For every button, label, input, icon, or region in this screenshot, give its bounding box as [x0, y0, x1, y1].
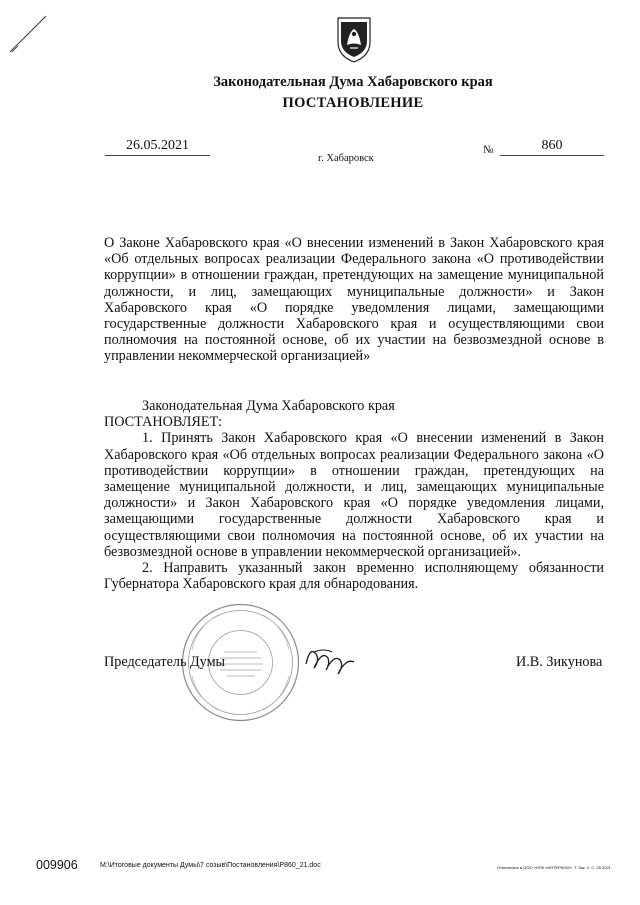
- document-date: 26.05.2021: [105, 138, 210, 156]
- document-type: ПОСТАНОВЛЕНИЕ: [282, 95, 424, 111]
- body-paragraph-2: 2. Направить указанный закон временно исполняющему обязанности Губернатора Хабаровского края для обнародования.: [104, 560, 604, 593]
- organization-title: Законодательная Дума Хабаровского края: [213, 74, 493, 90]
- body-intro-line: Законодательная Дума Хабаровского края: [142, 398, 395, 414]
- document-number: 860: [500, 138, 604, 156]
- chairman-label: Председатель Думы: [104, 654, 226, 670]
- chairman-name: И.В. Зикунова: [516, 654, 603, 670]
- body-paragraph-1: 1. Принять Закон Хабаровского края «О внесении изменений в Закон Хабаровского края «Об отдельных вопросах реализации Федерального закона «О противодействии коррупции» в отношении граждан, претендующих на замещение муниципальной должности, и лиц, замещающих муниципальные должности» и Закон Хабаровского края «О порядке уведомления лицами, замещающими государственные должности Хабаровского края и осуществляющими свои полномочия на постоянной основе, об их участии на безвозмездной основе в управлении некоммерческой организацией».: [104, 430, 604, 560]
- document-body: [104, 398, 604, 592]
- footer-print-info: Отпечатано в ООО «НПК «ИНТЕРКОМ». Т. Зак. 2. С. 05.2021.: [497, 865, 612, 870]
- footer-document-number: 009906: [36, 858, 78, 872]
- coat-of-arms-icon: [334, 12, 374, 64]
- body-resolves: ПОСТАНОВЛЯЕТ:: [104, 414, 223, 431]
- number-sign: №: [483, 144, 494, 156]
- corner-pen-mark: [8, 14, 48, 54]
- document-subject-title: О Законе Хабаровского края «О внесении изменений в Закон Хабаровского края «Об отдельных вопросах реализации Федерального закона «О противодействии коррупции» в отношении граждан, претендующих на замещение муниципальной должности, и лиц, замещающих муниципальные должности» и Закон Хабаровского края «О порядке уведомления лицами, замещающими государственные должности Хабаровского края и осуществляющими свои полномочия на постоянной основе, об их участии на безвозмездной основе в управлении некоммерческой организацией»: [104, 235, 604, 365]
- handwritten-signature: [300, 640, 360, 680]
- footer-file-path: M:\Итоговые документы Думы\7 созыв\Постановления\P860_21.doc: [100, 862, 321, 869]
- document-city: г. Хабаровск: [318, 153, 374, 164]
